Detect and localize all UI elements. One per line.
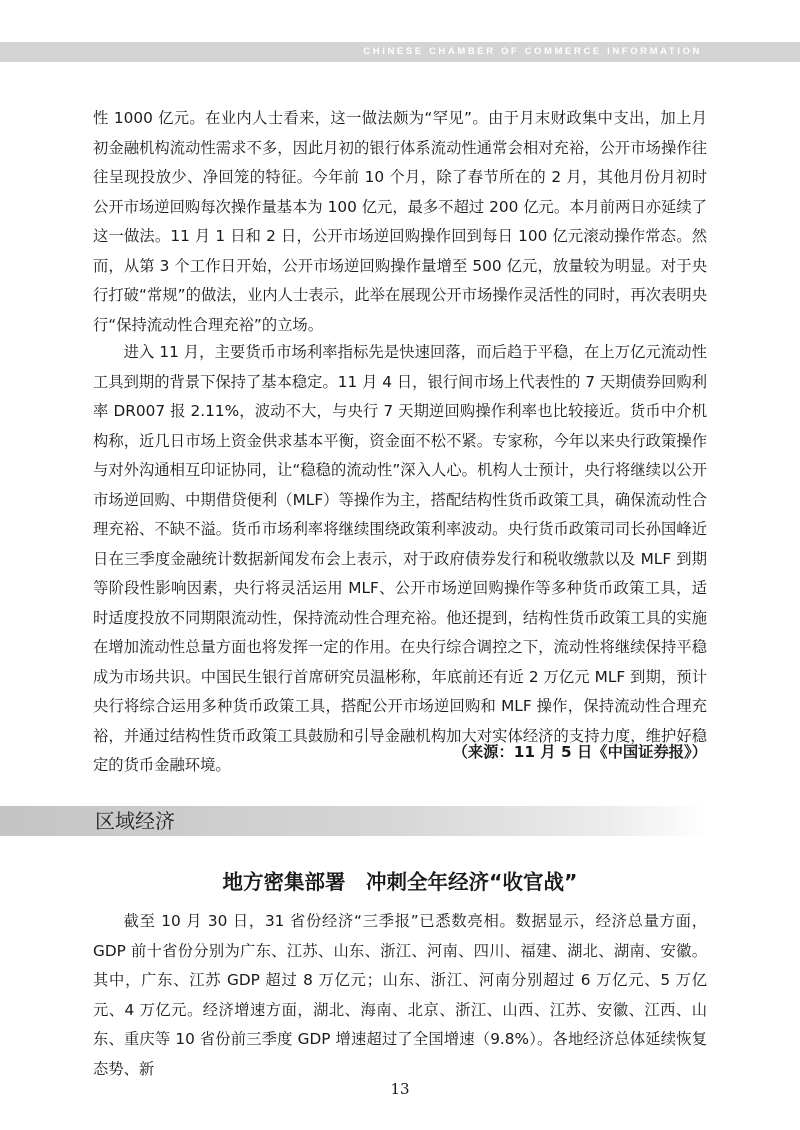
article-title: 地方密集部署 冲刺全年经济“收官战” [222,870,578,894]
article-source: （来源：11 月 5 日《中国证券报》） [452,743,707,761]
running-header: CHINESE CHAMBER OF COMMERCE INFORMATION [363,46,702,57]
article-paragraph: 进入 11 月，主要货币市场利率指标先是快速回落，而后趋于平稳，在上万亿元流动性工具到期的背景下保持了基本稳定。11 月 4 日，银行间市场上代表性的 7 天期债券回购利率 DR007 报 2.11%，波动不大，与央行 7 天期逆回购操作利率也比较接近。货币中介机构称，近几日市场上资金供求基本平衡，资金面不松不紧。专家称，今年以来央行政策操作与对外沟通相互印证协同，让“稳稳的流动性”深入人心。机构人士预计，央行将继续以公开市场逆回购、中期借贷便利（MLF）等操作为主，搭配结构性货币政策工具，确保流动性合理充裕、不缺不溢。货币市场利率将继续围绕政策利率波动。央行货币政策司司长孙国峰近日在三季度金融统计数据新闻发布会上表示，对于政府债券发行和税收缴款以及 MLF 到期等阶段性影响因素，央行将灵活运用 MLF、公开市场逆回购操作等多种货币政策工具，适时适度投放不同期限流动性，保持流动性合理充裕。他还提到，结构性货币政策工具的实施在增加流动性总量方面也将发挥一定的作用。在央行综合调控之下，流动性将继续保持平稳成为市场共识。中国民生银行首席研究员温彬称，年底前还有近 2 万亿元 MLF 到期，预计央行将综合运用多种货币政策工具，搭配公开市场逆回购和 MLF 操作，保持流动性合理充裕，并通过结构性货币政策工具鼓励和引导金融机构加大对实体经济的支持力度，维护好稳定的货币金融环境。 [93,343,707,774]
article-paragraph: 截至 10 月 30 日，31 省份经济“三季报”已悉数亮相。数据显示，经济总量方面，GDP 前十省份分别为广东、江苏、山东、浙江、河南、四川、福建、湖北、湖南、安徽。其中，广东、江苏 GDP 超过 8 万亿元；山东、浙江、河南分别超过 6 万亿元、5 万亿元、4 万亿元。经济增速方面，湖北、海南、北京、浙江、山西、江苏、安徽、江西、山东、重庆等 10 省份前三季度 GDP 增速超过了全国增速（9.8%）。各地经济总体延续恢复态势、新 [93,912,707,1078]
page-number: 13 [390,1080,410,1098]
section-title: 区域经济 [95,809,175,833]
article-paragraph: 性 1000 亿元。在业内人士看来，这一做法颇为“罕见”。由于月末财政集中支出，加上月初金融机构流动性需求不多，因此月初的银行体系流动性通常会相对充裕，公开市场操作往往呈现投放少、净回笼的特征。今年前 10 个月，除了春节所在的 2 月，其他月份月初时公开市场逆回购每次操作量基本为 100 亿元，最多不超过 200 亿元。本月前两日亦延续了这一做法。11 月 1 日和 2 日，公开市场逆回购操作回到每日 100 亿元滚动操作常态。然而，从第 3 个工作日开始，公开市场逆回购操作量增至 500 亿元，放量较为明显。对于央行打破“常规”的做法，业内人士表示，此举在展现公开市场操作灵活性的同时，再次表明央行“保持流动性合理充裕”的立场。 [93,109,707,334]
